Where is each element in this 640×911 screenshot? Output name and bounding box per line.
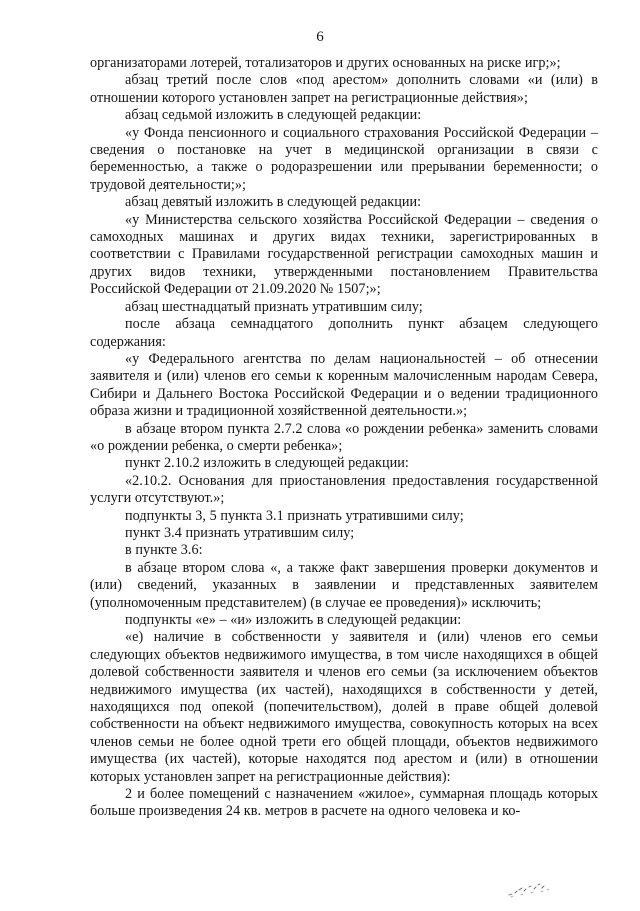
paragraph: 2 и более помещений с назначением «жилое», суммарная площадь которых больше произведения 24 кв. метров в расчете на одного человека и ко-	[90, 786, 598, 820]
paragraph-continuation: организаторами лотерей, тотализаторов и других основанных на риске игр;»;	[90, 55, 561, 71]
paragraph: «у Фонда пенсионного и социального страхования Российской Федерации – сведения о постановке на учет в медицинской организации в связи с беременностью, а также о родоразрешении или прерывании беременности; о трудовой деятельности;»;	[90, 124, 598, 193]
paragraph: пункт 2.10.2 изложить в следующей редакции:	[125, 455, 409, 472]
paragraph: подпункты «е» – «и» изложить в следующей редакции:	[125, 612, 462, 628]
paragraph: в абзаце втором слова «, а также факт завершения проверки документов и (или) сведений, указанных в заявлении и представленных заявителем (уполномоченным представителем) (в случае ее проведения)» исключить;	[90, 559, 598, 611]
paragraph: «у Федерального агентства по делам национальностей – об отнесении заявителя и (или) членов его семьи к коренным малочисленным народам Севера, Сибири и Дальнего Востока Российской Федерации и о ведении традиционного образа жизни и традиционной хозяйственной деятельности.»;	[90, 350, 598, 420]
paragraph: абзац седьмой изложить в следующей редакции:	[125, 107, 422, 124]
paragraph: пункт 3.4 признать утратившим силу;	[125, 524, 355, 541]
page-number: 6	[316, 29, 324, 45]
paragraph: после абзаца семнадцатого дополнить пункт абзацем следующего содержания:	[90, 316, 598, 350]
paragraph: в абзаце втором пункта 2.7.2 слова «о рождении ребенка» заменить словами «о рождении ребенка, о смерти ребенка»;	[90, 420, 598, 454]
paragraph: в пункте 3.6:	[125, 542, 203, 559]
paragraph: «у Министерства сельского хозяйства Российской Федерации – сведения о самоходных машинах и других видах техники, зарегистрированных в соответствии с Правилами государственной регистрации самоходных машин и других видов техники, утвержденными постановлением Правительства Российской Федерации от 21.09.2020 № 1507;»;	[90, 211, 598, 298]
paragraph: абзац шестнадцатый признать утратившим силу;	[125, 298, 423, 315]
paragraph: абзац девятый изложить в следующей редакции:	[125, 194, 422, 211]
paragraph: «е) наличие в собственности у заявителя и (или) членов его семьи следующих объектов недвижимого имущества, в том числе находящихся в общей долевой собственности заявителя и членов его семьи (за исключением объектов недвижимого имущества (их частей), находящихся в собственности у детей, находящихся под опекой (попечительством), долей в праве общей долевой собственности на объект недвижимого имущества, совокупность которых на всех членов семьи не более одной трети его общей площади, объектов недвижимого имущества (их частей), которые находятся под арестом и (или) в отношении которых установлен запрет на регистрационные действия):	[90, 629, 598, 785]
scan-mark	[507, 882, 551, 898]
paragraph: подпункты 3, 5 пункта 3.1 признать утратившими силу;	[125, 507, 464, 524]
document-body	[90, 55, 598, 821]
paragraph: абзац третий после слов «под арестом» дополнить словами «и (или) в отношении которого установлен запрет на регистрационные действия»;	[90, 72, 598, 106]
paragraph: «2.10.2. Основания для приостановления предоставления государственной услуги отсутствуют.»;	[90, 472, 598, 507]
